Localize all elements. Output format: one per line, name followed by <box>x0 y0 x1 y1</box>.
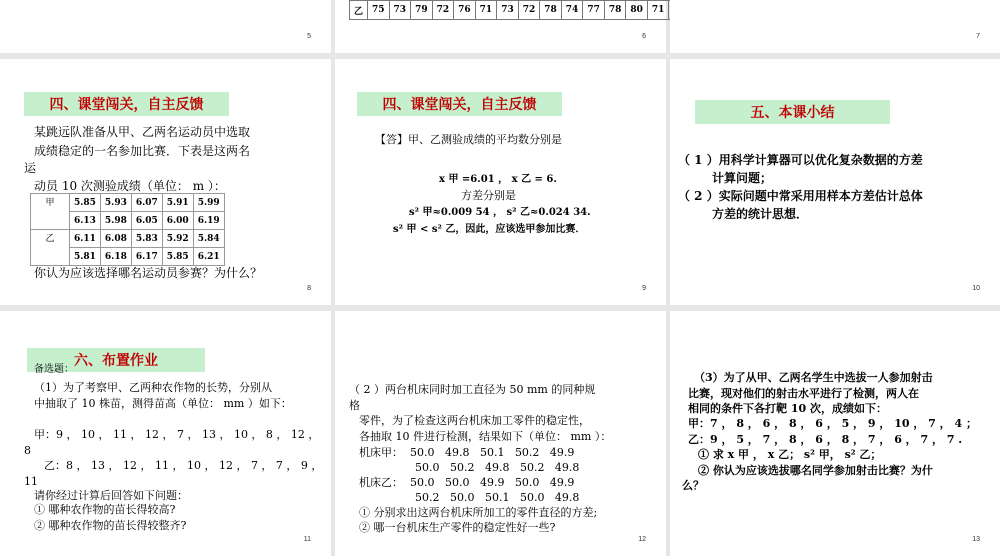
text-line: 8 <box>24 444 31 457</box>
text-line: 动员 10 次测验成绩（单位： m ）： <box>34 179 226 193</box>
page-number: 7 <box>976 33 980 40</box>
text-line: 机床乙： 50.0 50.0 49.9 50.0 49.9 <box>359 476 575 489</box>
section-title: 四、课堂闯关，自主反馈 <box>24 92 229 116</box>
table-cell: 5.83 <box>131 230 162 248</box>
text-line: ② 你认为应该选拔哪名同学参加射击比赛？为什 <box>698 464 933 477</box>
table-cell: 6.21 <box>193 248 224 266</box>
score-table-row-yi <box>349 0 691 20</box>
text-line: ② 哪一台机床生产零件的稳定性好一些? <box>359 521 556 534</box>
table-cell: 80 <box>626 1 648 20</box>
table-cell: 74 <box>561 1 583 20</box>
row-label: 乙 <box>350 1 368 20</box>
summary-point-2: （ 2 ）实际问题中常采用用样本方差估计总体 <box>678 189 923 203</box>
text-line: 格 <box>349 399 360 412</box>
section-title: 四、课堂闯关，自主反馈 <box>357 92 562 116</box>
table-cell: 6.13 <box>70 212 101 230</box>
text-line: ① 求 x 甲 ， x 乙； s² 甲， s² 乙； <box>698 448 882 461</box>
table-cell: 79 <box>411 1 433 20</box>
text-line: 乙：9 ， 5 ， 7 ， 8 ， 6 ， 8 ， 7 ， 6 ， 7 ， 7 . <box>688 433 963 446</box>
slide-6[interactable] <box>335 0 666 53</box>
row-label: 甲 <box>31 194 70 230</box>
page-number: 10 <box>972 285 980 292</box>
text-line: （1）为了考察甲、乙两种农作物的长势，分别从 <box>34 381 272 394</box>
conclusion-text: s² 甲 < s² 乙，因此，应该选甲参加比赛． <box>393 224 586 235</box>
text-line: 某跳远队准备从甲、乙两名运动员中选取 <box>34 125 251 139</box>
table-cell: 76 <box>454 1 476 20</box>
page-number: 9 <box>642 285 646 292</box>
table-cell: 6.07 <box>131 194 162 212</box>
table-row <box>31 194 225 212</box>
page-number: 11 <box>303 536 311 543</box>
text-line: 比赛，现对他们的射击水平进行了检测，两人在 <box>688 387 919 400</box>
text-line: 11 <box>24 475 38 488</box>
summary-point-1: （ 1 ）用科学计算器可以优化复杂数据的方差 <box>678 153 923 167</box>
table-cell: 6.17 <box>131 248 162 266</box>
table-cell: 6.11 <box>70 230 101 248</box>
table-cell: 5.99 <box>193 194 224 212</box>
answer-text: 【答】甲、乙测验成绩的平均数分别是 <box>375 133 562 146</box>
table-cell: 73 <box>389 1 411 20</box>
text-line: 机床甲： 50.0 49.8 50.1 50.2 49.9 <box>359 446 575 459</box>
row-label: 乙 <box>31 230 70 266</box>
table-cell: 5.85 <box>162 248 193 266</box>
table-cell: 6.05 <box>131 212 162 230</box>
text-line: 运 <box>24 161 37 175</box>
table-cell: 6.00 <box>162 212 193 230</box>
table-cell: 72 <box>432 1 454 20</box>
text-line: 甲：7 ， 8 ， 6 ， 8 ， 6 ， 5 ， 9 ， 10 ， 7 ， 4 ； <box>688 417 977 430</box>
summary-point-2-cont: 方差的统计思想． <box>712 207 809 221</box>
text-line: 成绩稳定的一名参加比赛．下表是这两名 <box>34 144 251 158</box>
slide-12[interactable] <box>335 311 666 556</box>
table-cell: 6.19 <box>193 212 224 230</box>
table-cell: 5.81 <box>70 248 101 266</box>
table-cell: 5.91 <box>162 194 193 212</box>
table-cell: 78 <box>604 1 626 20</box>
summary-point-1-cont: 计算问题； <box>712 171 773 185</box>
question-text: 你认为应该选择哪名运动员参赛？为什么？ <box>34 266 263 280</box>
table-cell: 78 <box>540 1 562 20</box>
text-line: 相同的条件下各打靶 10 次，成绩如下： <box>688 402 887 415</box>
page-number: 13 <box>972 536 980 543</box>
text-line: 甲：9 ， 10 ， 11 ， 12 ， 7 ， 13 ， 10 ， 8 ， 12 ， <box>34 428 320 441</box>
table-cell: 5.84 <box>193 230 224 248</box>
text-line: 50.0 50.2 49.8 50.2 49.8 <box>415 461 580 474</box>
text-line: 乙：8 ， 13 ， 12 ， 11 ， 10 ， 12 ， 7 ， 7 ， 9 ， <box>44 459 323 472</box>
table-cell: 6.18 <box>100 248 131 266</box>
variance-formula: s² 甲≈0.009 54 ， s² 乙≈0.024 34. <box>409 207 591 218</box>
table-cell: 5.98 <box>100 212 131 230</box>
table-cell: 5.93 <box>100 194 131 212</box>
text-line: （ 2 ）两台机床同时加工直径为 50 mm 的同种规 <box>349 383 596 396</box>
text-line: ① 分别求出这两台机床所加工的零件直径的方差; <box>359 506 598 519</box>
slide-8[interactable] <box>0 59 331 305</box>
table-cell: 6.08 <box>100 230 131 248</box>
slide-7[interactable] <box>670 0 1000 53</box>
table-cell: 73 <box>497 1 519 20</box>
slide-5[interactable] <box>0 0 331 53</box>
page-number: 12 <box>638 536 646 543</box>
page-number: 6 <box>642 33 646 40</box>
text-line: 请你经过计算后回答如下问题： <box>34 489 188 502</box>
text-line: 零件，为了检查这两台机床加工零件的稳定性， <box>359 414 590 427</box>
text-line: 中抽取了 10 株苗，测得苗高（单位： mm ）如下： <box>34 397 292 410</box>
slide-13[interactable] <box>670 311 1000 556</box>
table-cell: 75 <box>368 1 390 20</box>
text-line: ① 哪种农作物的苗长得较高? <box>34 503 176 516</box>
slide-9[interactable] <box>335 59 666 305</box>
table-cell: 5.92 <box>162 230 193 248</box>
page-number: 5 <box>307 33 311 40</box>
text-line: 50.2 50.0 50.1 50.0 49.8 <box>415 491 580 504</box>
table-cell: 71 <box>647 1 669 20</box>
slide-11[interactable] <box>0 311 331 556</box>
text-line: 备选题： <box>34 364 74 375</box>
section-title: 五、本课小结 <box>695 100 890 124</box>
table-row <box>31 230 225 248</box>
section-title: 六、布置作业 <box>27 348 205 372</box>
table-cell: 71 <box>475 1 497 20</box>
table-cell: 77 <box>583 1 605 20</box>
mean-formula: x 甲 =6.01 ， x 乙 = 6. <box>439 174 557 185</box>
jump-score-table <box>30 193 225 266</box>
text-line: （3）为了从甲、乙两名学生中选拔一人参加射击 <box>694 371 933 384</box>
text-line: 么？ <box>682 479 704 492</box>
table-cell: 72 <box>518 1 540 20</box>
slide-10[interactable] <box>670 59 1000 305</box>
table-cell: 5.85 <box>70 194 101 212</box>
variance-label: 方差分别是 <box>461 189 516 202</box>
page-number: 8 <box>307 285 311 292</box>
text-line: 各抽取 10 件进行检测，结果如下（单位： mm ）： <box>359 430 612 443</box>
text-line: ② 哪种农作物的苗长得较整齐? <box>34 519 187 532</box>
